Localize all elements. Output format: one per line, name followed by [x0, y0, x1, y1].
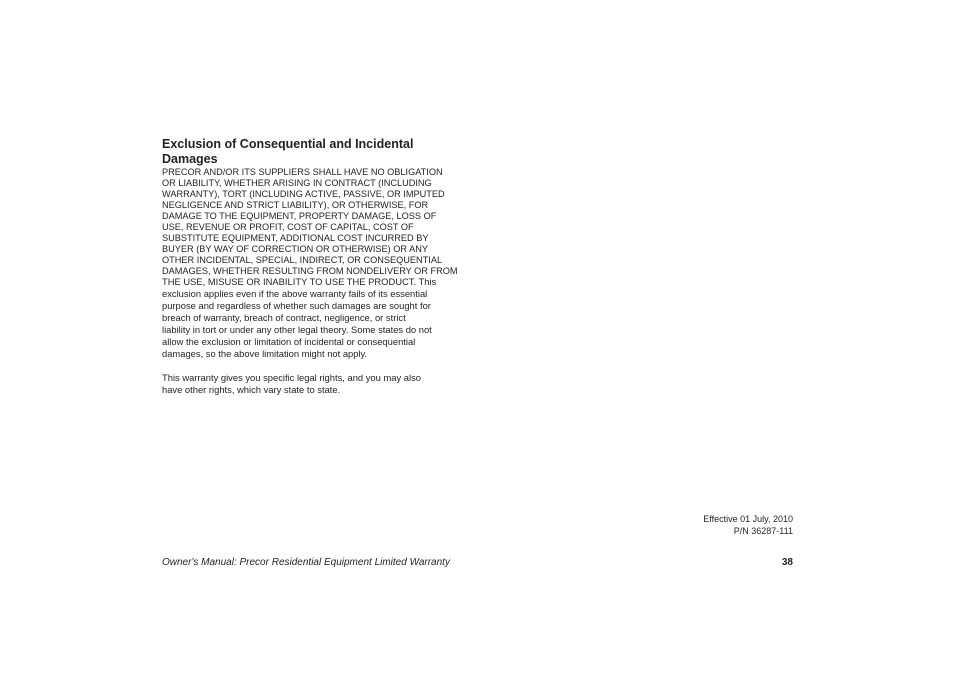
part-number: P/N 36287-111 — [733, 526, 793, 536]
page-number: 38 — [781, 557, 793, 568]
effective-info — [703, 513, 793, 537]
caps-line: WARRANTY), TORT (INCLUDING ACTIVE, PASSIVE, OR IMPUTED — [162, 189, 445, 199]
body-line: This warranty gives you specific legal rights, and you may also — [162, 372, 421, 383]
body-line: purpose and regardless of whether such damages are sought for — [162, 300, 431, 311]
effective-date: Effective 01 July, 2010 — [703, 514, 793, 524]
caps-line: PRECOR AND/OR ITS SUPPLIERS SHALL HAVE NO OBLIGATION — [162, 167, 443, 177]
caps-line: USE, REVENUE OR PROFIT, COST OF CAPITAL, COST OF — [162, 222, 414, 232]
caps-line: SUBSTITUTE EQUIPMENT, ADDITIONAL COST INCURRED BY — [162, 233, 429, 243]
caps-line: OR LIABILITY, WHETHER ARISING IN CONTRACT (INCLUDING — [162, 178, 432, 188]
body-line: have other rights, which vary state to state. — [162, 384, 341, 395]
heading-line: Damages — [162, 152, 218, 166]
body-line: liability in tort or under any other legal theory. Some states do not — [162, 324, 432, 335]
footer-manual-title: Owner's Manual: Precor Residential Equipment Limited Warranty — [162, 557, 450, 568]
body-line: breach of warranty, breach of contract, negligence, or strict — [162, 312, 406, 323]
heading-line: Exclusion of Consequential and Incidental — [162, 137, 414, 151]
body-line: damages, so the above limitation might not apply. — [162, 348, 368, 359]
caps-line: DAMAGES, WHETHER RESULTING FROM NONDELIVERY OR FROM — [162, 266, 458, 276]
exclusion-caps-paragraph — [162, 167, 472, 277]
caps-line: OTHER INCIDENTAL, SPECIAL, INDIRECT, OR CONSEQUENTIAL — [162, 255, 443, 265]
legal-rights-paragraph — [162, 372, 472, 396]
exclusion-body-paragraph — [162, 276, 472, 360]
section-heading — [162, 137, 462, 167]
caps-line: DAMAGE TO THE EQUIPMENT, PROPERTY DAMAGE, LOSS OF — [162, 211, 437, 221]
body-line: exclusion applies even if the above warranty fails of its essential — [162, 288, 428, 299]
body-line: allow the exclusion or limitation of incidental or consequential — [162, 336, 416, 347]
caps-line: NEGLIGENCE AND STRICT LIABILITY), OR OTHERWISE, FOR — [162, 200, 429, 210]
body-line: THE USE, MISUSE OR INABILITY TO USE THE PRODUCT. This — [162, 276, 437, 287]
caps-line: BUYER (BY WAY OF CORRECTION OR OTHERWISE) OR ANY — [162, 244, 428, 254]
